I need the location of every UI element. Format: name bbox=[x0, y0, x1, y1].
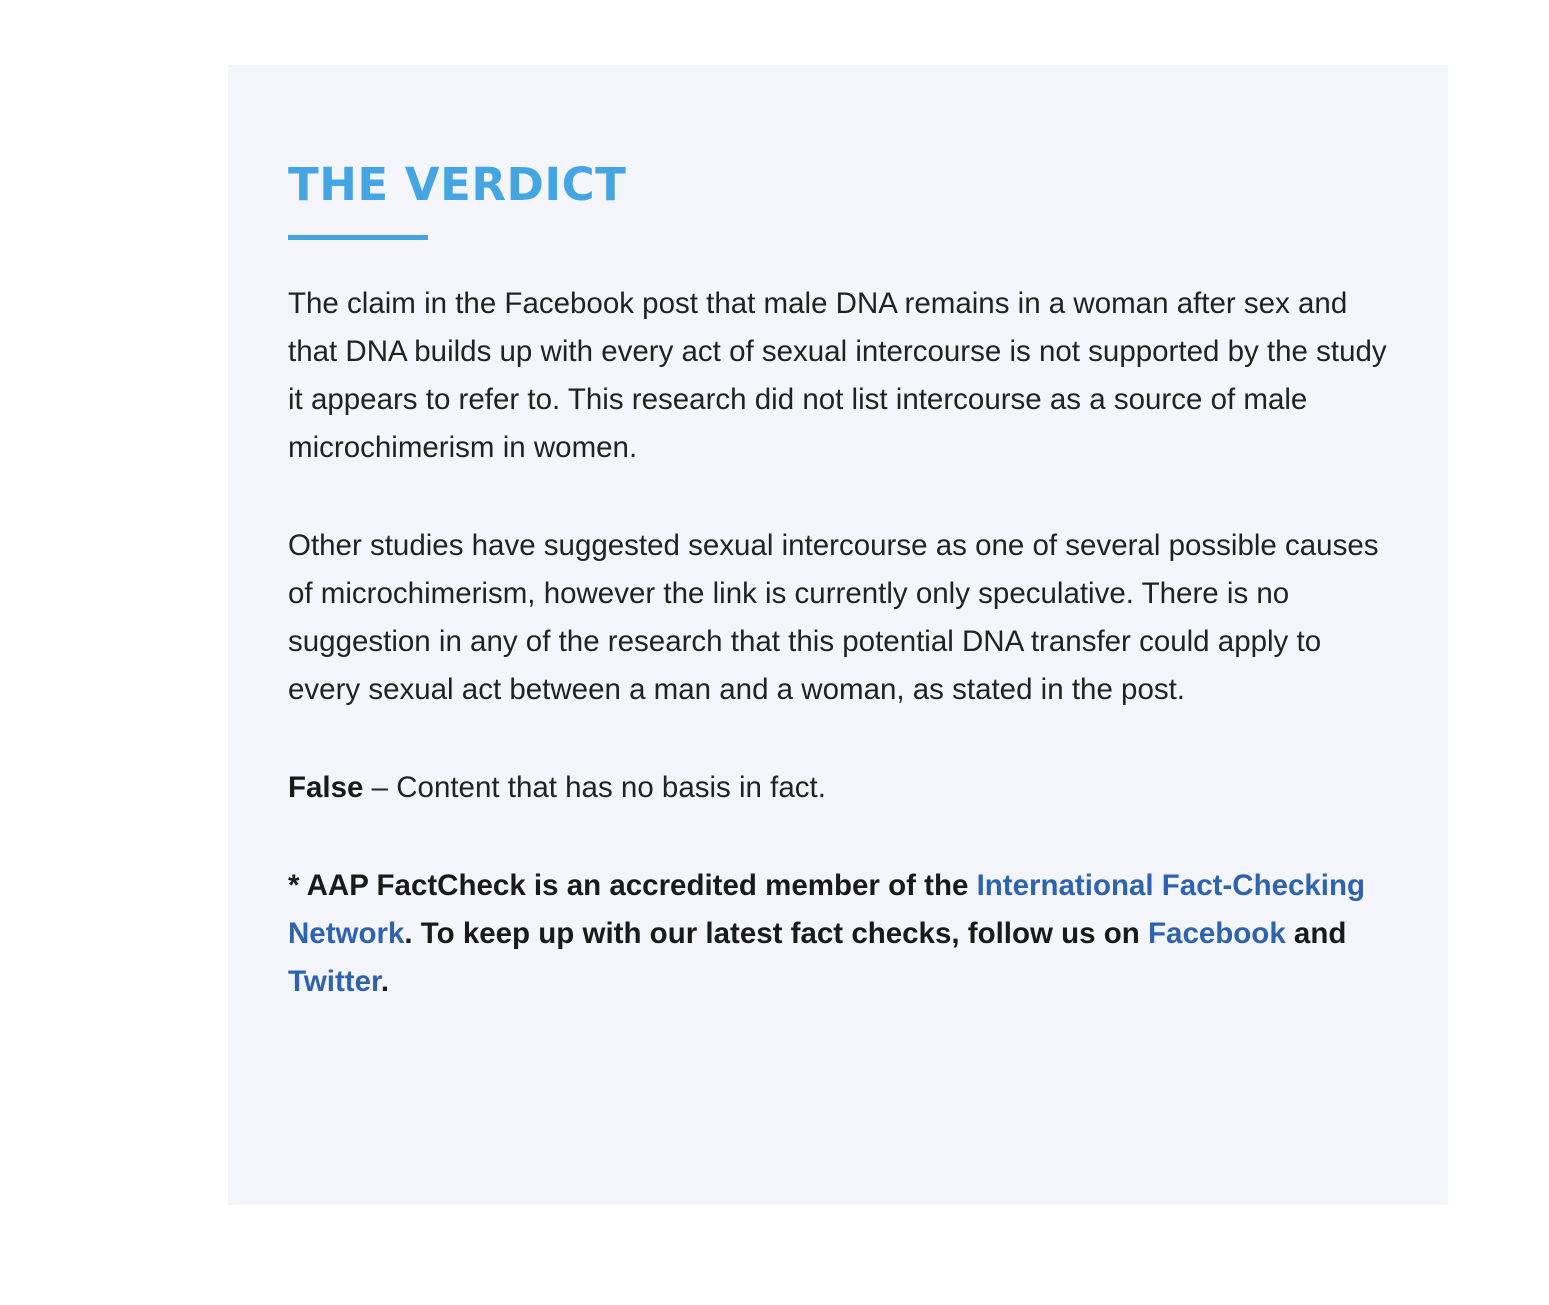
verdict-title: THE VERDICT bbox=[288, 158, 627, 211]
rating-description: – Content that has no basis in fact. bbox=[363, 771, 826, 804]
rating-line bbox=[288, 764, 1398, 812]
rating-label: False bbox=[288, 771, 364, 804]
facebook-link[interactable]: Facebook bbox=[1148, 917, 1286, 950]
ifcn-link[interactable]: International Fact-Checking Network bbox=[288, 869, 1366, 950]
twitter-link[interactable]: Twitter bbox=[288, 965, 381, 998]
verdict-paragraph-1: The claim in the Facebook post that male DNA remains in a woman after sex and that DNA builds up with every act of sexual intercourse is not supported by the study it appears to refer to. This research did not list intercourse as a source of male microchimerism in women. bbox=[288, 287, 1387, 464]
footer-suffix: . bbox=[380, 965, 390, 998]
verdict-paragraph-2: Other studies have suggested sexual intercourse as one of several possible causes of microchimerism, however the link is currently only speculative. There is no suggestion in any of the research that this potential DNA transfer could apply to every sexual act between a man and a woman, as stated in the post. bbox=[288, 529, 1379, 706]
verdict-body bbox=[288, 280, 1398, 1006]
verdict-panel bbox=[228, 65, 1448, 1205]
footer-prefix: * AAP FactCheck is an accredited member of the bbox=[288, 869, 977, 902]
factcheck-footer bbox=[288, 862, 1398, 1006]
footer-middle: . To keep up with our latest fact checks, follow us on bbox=[404, 917, 1149, 950]
footer-and: and bbox=[1285, 917, 1347, 950]
title-underline bbox=[288, 235, 428, 240]
